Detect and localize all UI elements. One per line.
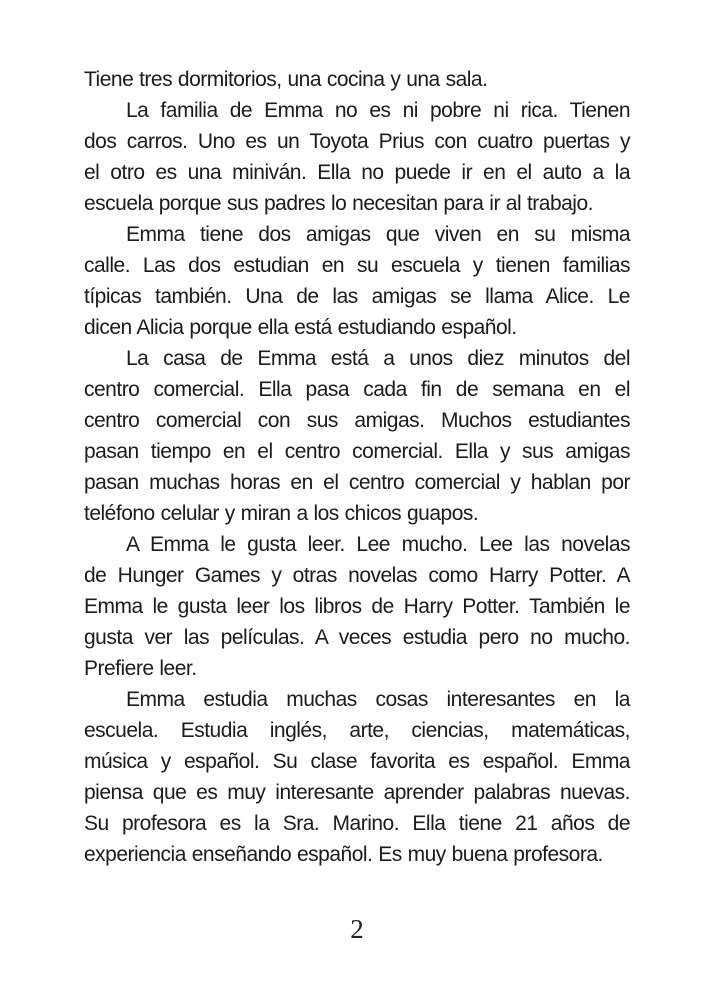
text-line: experiencia enseñando español. Es muy buena profesora.	[84, 843, 603, 866]
text-line: piensa que es muy interesante aprender palabras nuevas.	[84, 781, 630, 804]
text-line: dos carros. Uno es un Toyota Prius con cuatro puertas y	[84, 130, 630, 153]
page-number: 2	[350, 914, 364, 944]
text-line: calle. Las dos estudian en su escuela y tienen familias	[84, 254, 630, 277]
text-line: Emma tiene dos amigas que viven en su misma	[126, 223, 630, 246]
text-line: La familia de Emma no es ni pobre ni rica. Tienen	[126, 99, 630, 122]
text-line: Su profesora es la Sra. Marino. Ella tiene 21 años de	[84, 812, 630, 835]
text-line: de Hunger Games y otras novelas como Harry Potter. A	[84, 564, 630, 587]
text-line: gusta ver las películas. A veces estudia pero no mucho.	[84, 626, 630, 649]
text-line: escuela porque sus padres lo necesitan para ir al trabajo.	[84, 192, 593, 215]
text-line: Emma estudia muchas cosas interesantes en la	[126, 688, 630, 711]
text-line: Emma le gusta leer los libros de Harry Potter. También le	[84, 595, 630, 618]
text-line: centro comercial. Ella pasa cada fin de semana en el	[84, 378, 630, 401]
paragraph	[84, 64, 630, 95]
paragraph	[84, 343, 630, 529]
paragraph	[84, 219, 630, 343]
text-line: pasan muchas horas en el centro comercial y hablan por	[84, 471, 630, 494]
text-line: A Emma le gusta leer. Lee mucho. Lee las novelas	[126, 533, 630, 556]
text-line: centro comercial con sus amigas. Muchos estudiantes	[84, 409, 630, 432]
text-line: La casa de Emma está a unos diez minutos del	[126, 347, 630, 370]
text-line: música y español. Su clase favorita es español. Emma	[84, 750, 630, 773]
text-line: típicas también. Una de las amigas se llama Alice. Le	[84, 285, 630, 308]
text-line: el otro es una miniván. Ella no puede ir en el auto a la	[84, 161, 630, 184]
text-line: escuela. Estudia inglés, arte, ciencias, matemáticas,	[84, 719, 630, 742]
text-line: pasan tiempo en el centro comercial. Ella y sus amigas	[84, 440, 630, 463]
text-line: teléfono celular y miran a los chicos guapos.	[84, 502, 479, 525]
text-line: dicen Alicia porque ella está estudiando español.	[84, 316, 517, 339]
text-line: Tiene tres dormitorios, una cocina y una sala.	[84, 68, 488, 91]
page-text	[84, 64, 630, 870]
paragraph	[84, 529, 630, 684]
paragraph	[84, 95, 630, 219]
text-line: Prefiere leer.	[84, 657, 197, 680]
paragraph	[84, 684, 630, 870]
